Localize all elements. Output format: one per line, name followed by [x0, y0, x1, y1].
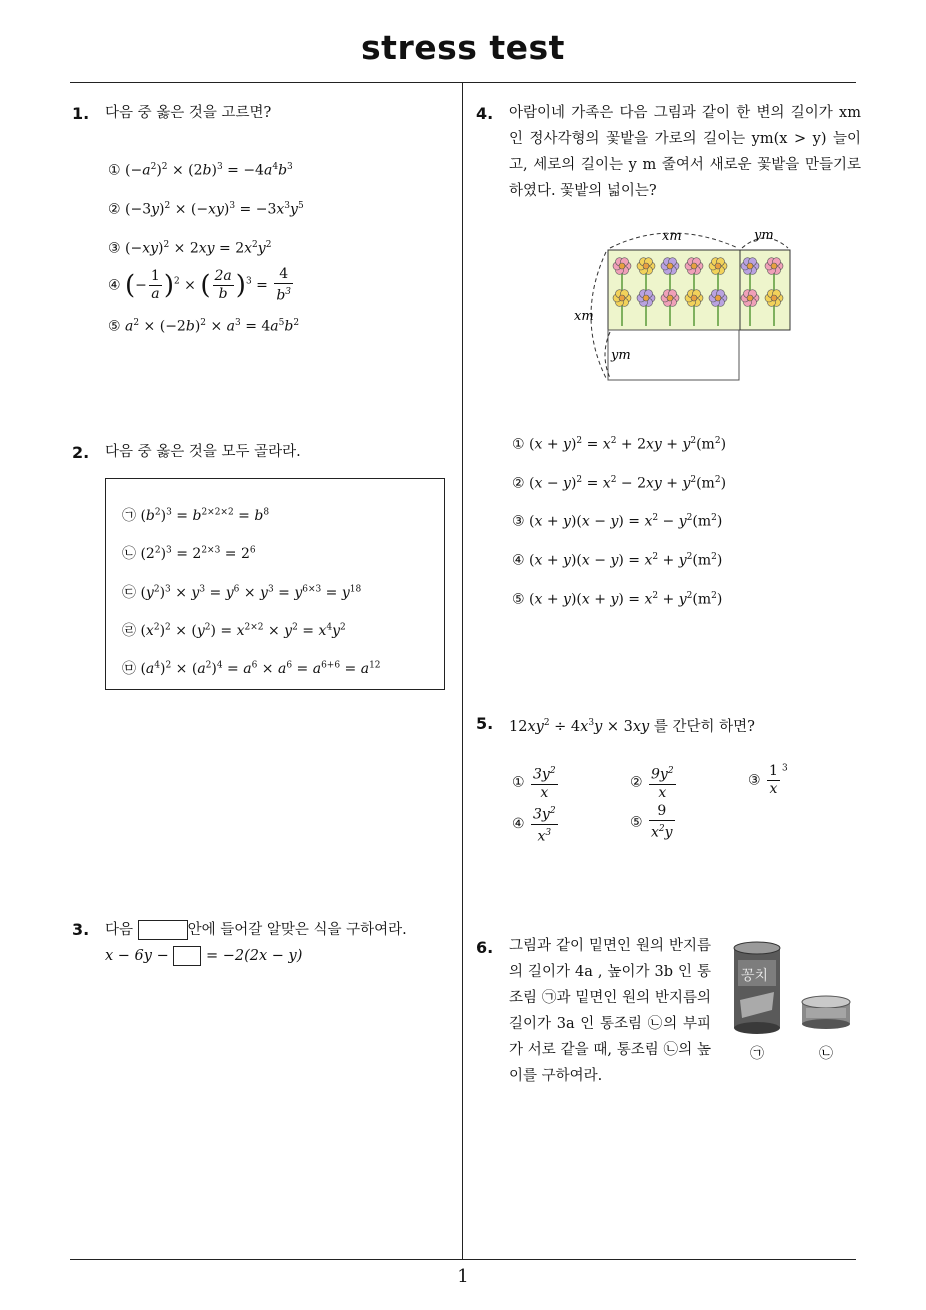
bottom-rule	[70, 1259, 856, 1260]
q1-option-2: ② $(-3y)^2 \times (-xy)^3 = -3x^3y^5$	[108, 201, 304, 218]
q6-cans-figure	[728, 940, 858, 1065]
flower-center	[667, 263, 673, 269]
can-1-label: 꽁치	[741, 968, 769, 984]
q2-item-3: ㉢ $(y^2)^3 \times y^3 = y^6 \times y^3 = y^{6\times 3} = y^{18}$	[122, 584, 362, 601]
q5-option-5: ⑤ $\frac{9}{x^2y}$	[630, 803, 673, 841]
q4-option-4: ④ $(x + y)(x - y) = x^2 + y^2(m^2)$	[512, 552, 723, 569]
flower-center	[619, 295, 625, 301]
flower-center	[747, 295, 753, 301]
flower-center	[771, 263, 777, 269]
can-1-tag: ㉠	[750, 1046, 764, 1062]
page-number: 1	[457, 1266, 469, 1287]
can-2-image	[802, 996, 850, 1029]
q2-item-2: ㉡ $(2^2)^3 = 2^{2\times 3} = 2^6$	[122, 545, 256, 562]
fig-label-top-y: ym	[754, 228, 774, 243]
q5-option-2: ② $\frac{9y^2}{x}$	[630, 763, 678, 802]
question-3-number: 3.	[72, 920, 90, 939]
can-1-image	[734, 942, 780, 1034]
q2-item-5: ㉤ $(a^4)^2 \times (a^2)^4 = a^6 \times a^6 = a^{6+6} = a^{12}$	[122, 660, 381, 677]
q1-option-3: ③ $(-xy)^2 \times 2xy = 2x^2y^2$	[108, 240, 272, 257]
flower-center	[771, 295, 777, 301]
question-3-equation: x − 6y − = −2(2x − y)	[105, 948, 303, 964]
q1-option-5: ⑤ $a^2 \times (-2b)^2 \times a^3 = 4a^5b^2$	[108, 318, 300, 335]
column-divider	[462, 82, 463, 1260]
q5-option-4: ④ $\frac{3y^2}{x^3}$	[512, 803, 560, 845]
question-6-number: 6.	[476, 938, 494, 957]
fig-label-top-x: xm	[662, 229, 682, 244]
q4-option-2: ② $(x - y)^2 = x^2 - 2xy + y^2(m^2)$	[512, 475, 727, 492]
question-5-text: $12xy^2 \div 4x^3y \times 3xy$ 를 간단히 하면?	[509, 718, 755, 735]
flower-center	[643, 263, 649, 269]
top-rule	[70, 82, 856, 83]
flower-center	[691, 295, 697, 301]
q4-option-1: ① $(x + y)^2 = x^2 + 2xy + y^2(m^2)$	[512, 436, 727, 453]
q5-option-1: ① $\frac{3y^2}{x}$	[512, 763, 560, 802]
q1-option-1: ① $(-a^2)^2 \times (2b)^3 = -4a^4b^3$	[108, 162, 293, 179]
q2-item-4: ㉣ $(x^2)^2 \times (y^2) = x^{2\times 2} \times y^2 = x^4y^2$	[122, 622, 346, 639]
flower-center	[715, 263, 721, 269]
flower-center	[667, 295, 673, 301]
question-4-number: 4.	[476, 104, 494, 123]
flower-center	[715, 295, 721, 301]
q1-option-4: ④ (− $\frac{1}{a}$ )$^2$ × ( $\frac{2a}{b}$ )$^3$ = $\frac{4}{b^3}$	[108, 266, 292, 304]
q4-option-5: ⑤ $(x + y)(x + y) = x^2 + y^2(m^2)$	[512, 591, 723, 608]
question-6-text: 그림과 같이 밑면인 원의 반지름의 길이가 4a , 높이가 3b 인 통조림 ㉠과 밑면인 원의 반지름의 길이가 3a 인 통조림 ㉡의 부피가 서로 같을 때, 통조림 ㉡의 높이를 구하여라.	[509, 938, 711, 1084]
q4-option-3: ③ $(x + y)(x - y) = x^2 - y^2(m^2)$	[512, 513, 723, 530]
q2-item-1: ㉠ $(b^2)^3 = b^{2\times 2\times 2} = b^8$	[122, 507, 270, 524]
can-2-tag: ㉡	[819, 1046, 833, 1062]
flower-center	[747, 263, 753, 269]
q5-option-3: ③ $\frac{1}{x}$ $^3$	[748, 763, 788, 797]
fig-label-left-x: xm	[574, 309, 594, 324]
question-5-number: 5.	[476, 714, 494, 733]
page-title: stress test	[361, 28, 565, 67]
flower-center	[619, 263, 625, 269]
flower-center	[643, 295, 649, 301]
question-2-text: 다음 중 옳은 것을 모두 골라라.	[105, 444, 301, 460]
flower-center	[691, 263, 697, 269]
question-1-text: 다음 중 옳은 것을 고르면?	[105, 105, 272, 121]
q3-equation-blank	[173, 946, 201, 966]
question-2-number: 2.	[72, 443, 90, 462]
question-4-text: 아람이네 가족은 다음 그림과 같이 한 변의 길이가 xm 인 정사각형의 꽃밭을 가로의 길이는 ym(x > y) 늘이고, 세로의 길이는 y m 줄여서 새로운 꽃밭을 만들기로 하였다. 꽃밭의 넓이는?	[509, 105, 861, 199]
question-3-text: 다음 안에 들어갈 알맞은 식을 구하여라.	[105, 922, 407, 938]
q3-blank-box	[138, 920, 188, 940]
question-1-number: 1.	[72, 104, 90, 123]
q4-garden-figure	[570, 222, 830, 387]
fig-label-left-y: ym	[611, 348, 631, 363]
